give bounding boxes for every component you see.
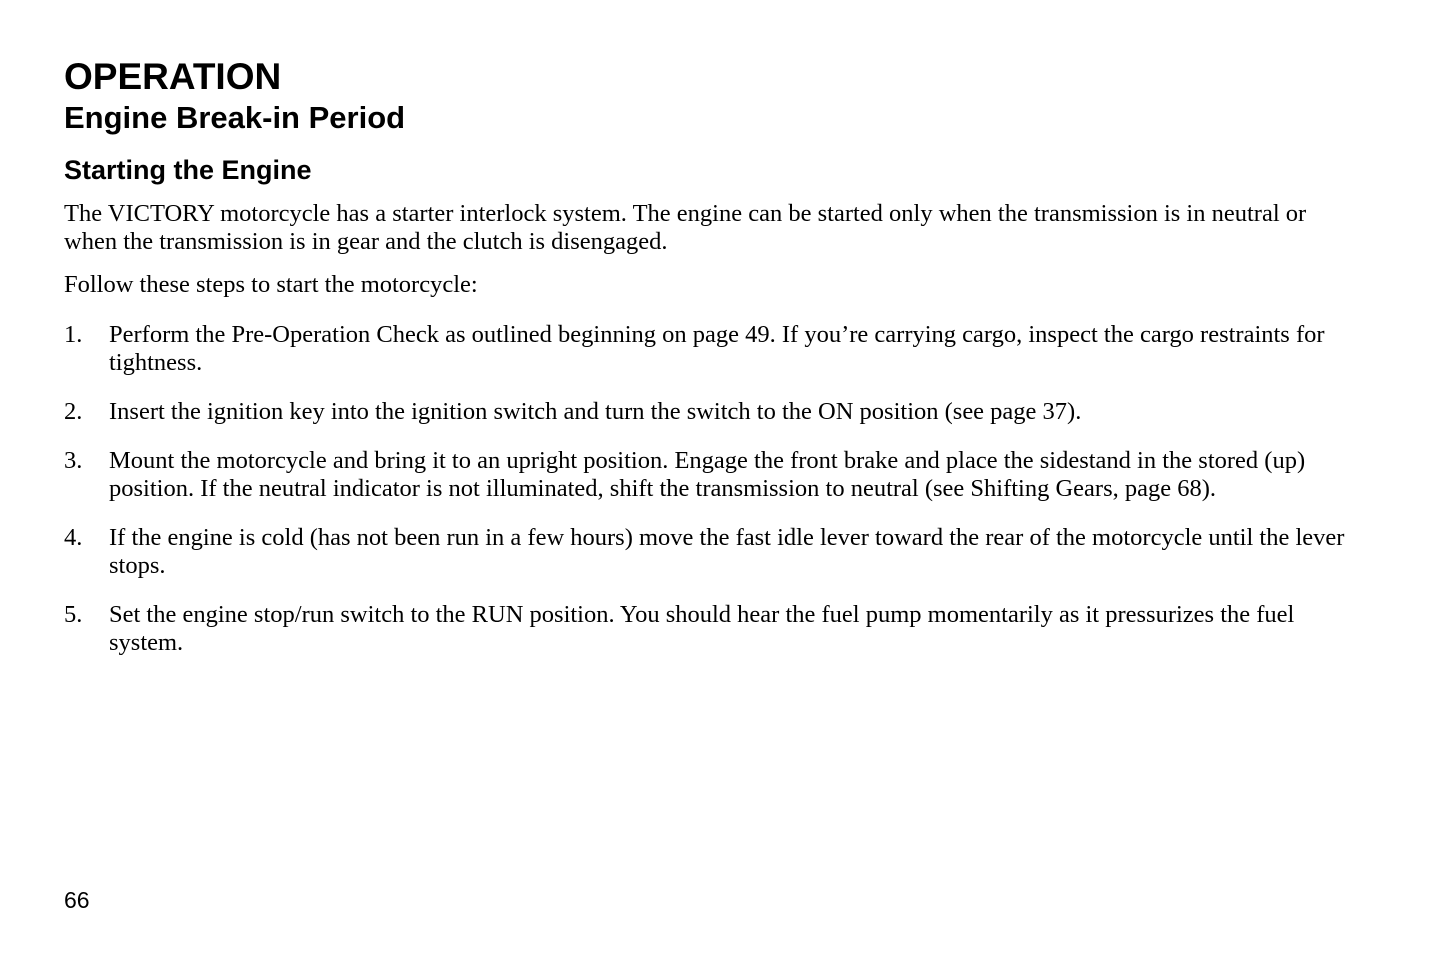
page-content (64, 54, 1364, 678)
step-text: Mount the motorcycle and bring it to an upright position. Engage the front brake and place the sidestand in the stored (up) position. If the neutral indicator is not illuminated, shift the transmission to neutral (see Shifting Gears, page 68). (109, 447, 1306, 502)
page-number: 66 (64, 887, 90, 913)
section-title: OPERATION (64, 56, 282, 97)
list-item (64, 447, 1364, 503)
topic-heading: Starting the Engine (64, 155, 312, 185)
intro-paragraph: The VICTORY motorcycle has a starter interlock system. The engine can be started only when the transmission is in neutral or when the transmission is in gear and the clutch is disengaged. (64, 200, 1307, 255)
list-item (64, 524, 1364, 580)
step-text: Set the engine stop/run switch to the RUN position. You should hear the fuel pump momentarily as it pressurizes the fuel system. (109, 601, 1295, 656)
subsection-title: Engine Break-in Period (64, 100, 406, 135)
step-number: 2. (64, 398, 83, 425)
steps-intro-paragraph: Follow these steps to start the motorcycle: (64, 271, 478, 298)
step-number: 1. (64, 321, 83, 348)
step-text: If the engine is cold (has not been run in a few hours) move the fast idle lever toward the rear of the motorcycle until the lever stops. (109, 524, 1345, 579)
step-number: 5. (64, 601, 83, 628)
list-item (64, 398, 1364, 426)
list-item (64, 321, 1364, 377)
step-number: 3. (64, 447, 83, 474)
list-item (64, 601, 1364, 657)
step-text: Perform the Pre-Operation Check as outlined beginning on page 49. If you’re carrying cargo, inspect the cargo restraints for tightness. (109, 321, 1325, 376)
steps-list (64, 321, 1364, 657)
step-text: Insert the ignition key into the ignition switch and turn the switch to the ON position (see page 37). (109, 398, 1082, 425)
step-number: 4. (64, 524, 83, 551)
